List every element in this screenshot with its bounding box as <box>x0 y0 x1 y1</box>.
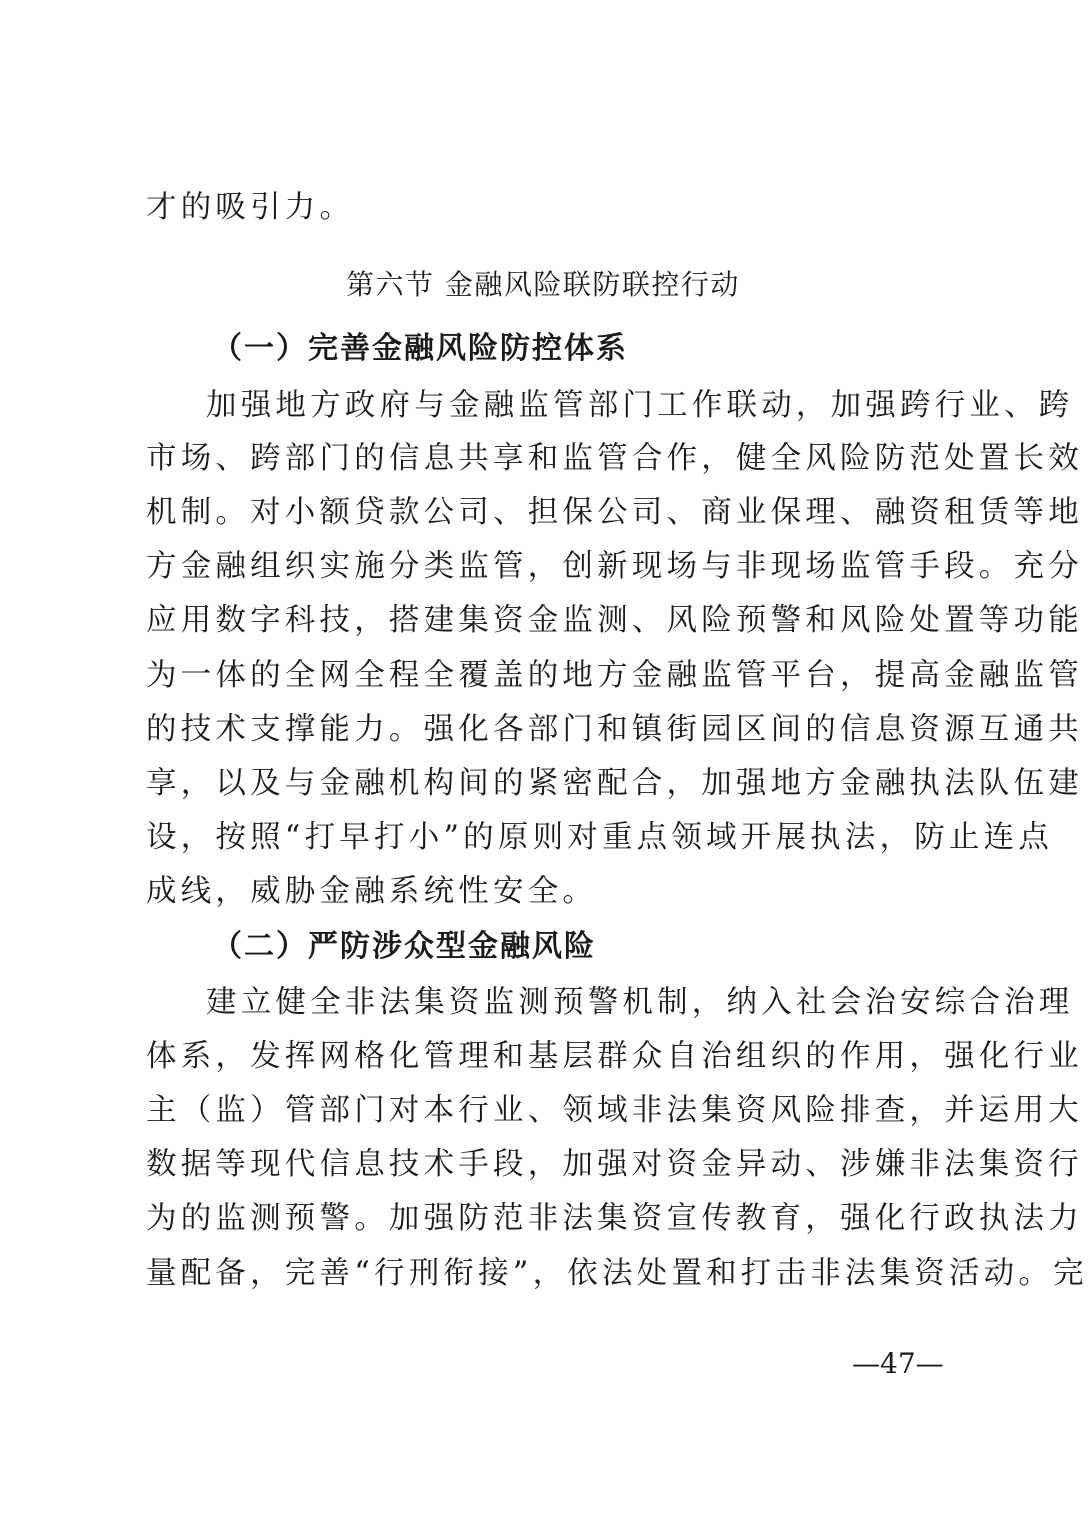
paragraph-1-line-4: 方金融组织实施分类监管，创新现场与非现场监管手段。充分 <box>146 549 1083 584</box>
paragraph-1-line-6: 为一体的全网全程全覆盖的地方金融监管平台，提高金融监管 <box>146 658 1083 693</box>
page-number: —47— <box>852 1347 944 1380</box>
carryover-line: 才的吸引力。 <box>146 190 355 225</box>
paragraph-1-line-3: 机制。对小额贷款公司、担保公司、商业保理、融资租赁等地 <box>146 495 1083 530</box>
paragraph-2-line-2: 体系，发挥网格化管理和基层群众自治组织的作用，强化行业 <box>146 1039 1083 1074</box>
paragraph-1-line-5: 应用数字科技，搭建集资金监测、风险预警和风险处置等功能 <box>146 603 1083 638</box>
paragraph-1-line-2: 市场、跨部门的信息共享和监管合作，健全风险防范处置长效 <box>146 441 1083 476</box>
paragraph-2-line-1: 建立健全非法集资监测预警机制，纳入社会治安综合治理 <box>206 985 1074 1020</box>
subsection-heading-2: （二）严防涉众型金融风险 <box>212 929 596 964</box>
paragraph-2-line-4: 数据等现代信息技术手段，加强对资金异动、涉嫌非法集资行 <box>146 1147 1083 1182</box>
paragraph-2-line-3: 主（监）管部门对本行业、领域非法集资风险排查，并运用大 <box>146 1093 1083 1128</box>
paragraph-1-line-10: 成线，威胁金融系统性安全。 <box>146 874 598 909</box>
subsection-heading-1: （一）完善金融风险防控体系 <box>212 331 628 366</box>
paragraph-1-line-8: 享，以及与金融机构间的紧密配合，加强地方金融执法队伍建 <box>146 766 1083 801</box>
paragraph-1-line-1: 加强地方政府与金融监管部门工作联动，加强跨行业、跨 <box>206 388 1074 423</box>
section-title: 第六节 金融风险联防联控行动 <box>346 268 740 301</box>
paragraph-2-line-5: 为的监测预警。加强防范非法集资宣传教育，强化行政执法力 <box>146 1201 1083 1236</box>
paragraph-1-line-9: 设，按照“打早打小”的原则对重点领域开展执法，防止连点 <box>146 820 1054 855</box>
paragraph-1-line-7: 的技术支撑能力。强化各部门和镇街园区间的信息资源互通共 <box>146 712 1083 747</box>
paragraph-2-line-6: 量配备，完善“行刑衔接”，依法处置和打击非法集资活动。完 <box>146 1256 1088 1291</box>
